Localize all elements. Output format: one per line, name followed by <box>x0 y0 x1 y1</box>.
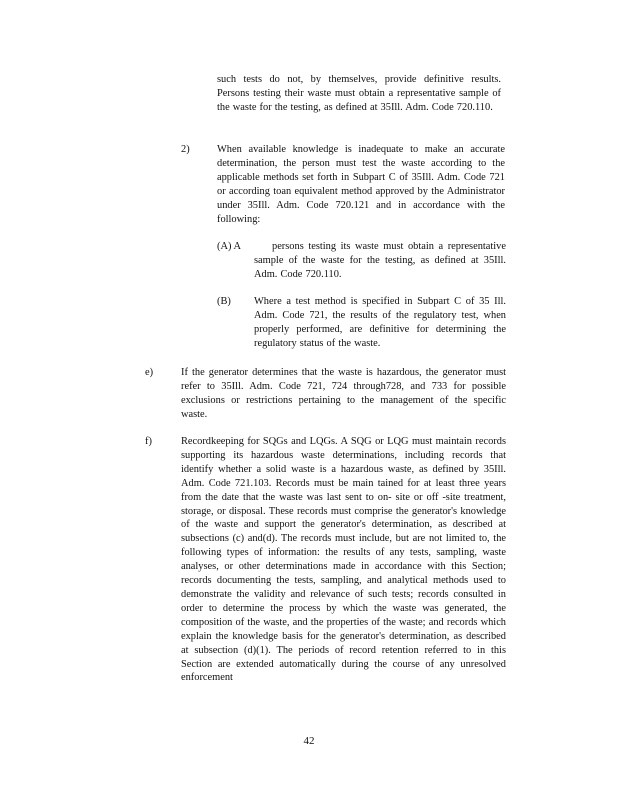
subitem-b-marker: (B) <box>217 296 231 307</box>
section-f-marker: f) <box>145 436 152 447</box>
section-f-paragraph: Recordkeeping for SQGs and LQGs. A SQG or LQG must maintain records supporting its hazardous waste determinations, including records that identify whether a solid waste is a hazardous waste, as defined by 35Ill. Adm. Code 721.103. Records must be main tained for at least three years from the date that the waste was last sent to on- site or off -site treatment, storage, or disposal. These records must comprise the generator's knowledge of the waste and support the generator's determination, as described at subsections (c) and(d). The records must include, but are not limited to, the following types of information: the results of any tests, sampling, waste analyses, or other determinations made in accordance with this Section; records documenting the tests, sampling, and analytical methods used to demonstrate the validity and relevance of such tests; records consulted in order to determine the process by which the waste was generated, the composition of the waste, and the properties of the waste; and records which explain the knowledge basis for the generator's determination, as described at subsection (d)(1). The periods of record retention referred to in this Section are extended automatically during the course of any unresolved enforcement <box>181 436 506 684</box>
section-e-marker: e) <box>145 367 154 378</box>
subitem-a-marker: (A) A <box>217 241 241 252</box>
subitem-b-paragraph: Where a test method is specified in Subpart C of 35 Ill. Adm. Code 721, the results of the regulatory test, when properly performed, are definitive for determining the regulatory status of the waste. <box>254 296 506 349</box>
item-2-marker: 2) <box>181 144 190 155</box>
continuation-paragraph: such tests do not, by themselves, provide definitive results. Persons testing their waste must obtain a representative sample of the waste for the testing, as defined at 35Ill. Adm. Code 720.110. <box>217 74 501 113</box>
subitem-a-paragraph: persons testing its waste must obtain a representative sample of the waste for the testing, as defined at 35Ill. Adm. Code 720.110. <box>254 241 506 280</box>
page-number: 42 <box>303 735 315 747</box>
item-2-paragraph: When available knowledge is inadequate to make an accurate determination, the person must test the waste according to the applicable methods set forth in Subpart C of 35Ill. Adm. Code 721 or according toan equivalent method approved by the Administrator under 35Ill. Adm. Code 720.121 and in accordance with the following: <box>217 144 505 225</box>
section-e-paragraph: If the generator determines that the waste is hazardous, the generator must refer to 35Ill. Adm. Code 721, 724 through728, and 733 for possible exclusions or restrictions pertaining to the management of the specific waste. <box>181 367 506 420</box>
